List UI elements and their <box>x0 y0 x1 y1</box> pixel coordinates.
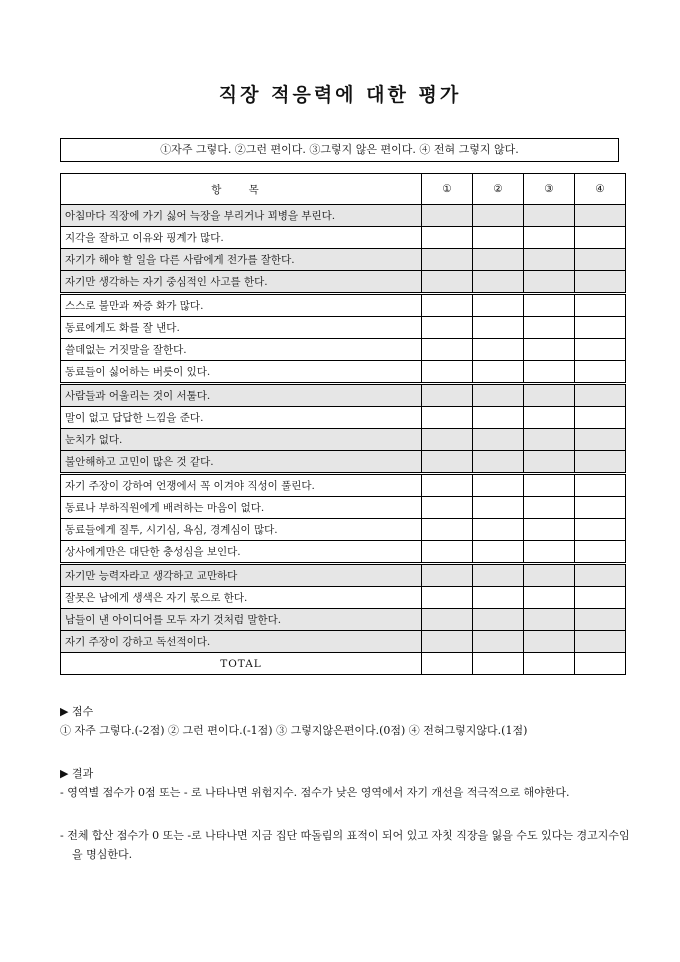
answer-cell-2[interactable] <box>473 407 524 429</box>
answer-cell-1[interactable] <box>422 205 473 227</box>
row-item-text: 쓸데없는 거짓말을 잘한다. <box>61 339 422 361</box>
answer-cell-4[interactable] <box>575 564 626 587</box>
answer-cell-1[interactable] <box>422 407 473 429</box>
answer-cell-1[interactable] <box>422 587 473 609</box>
header-item: 항 목 <box>61 174 422 205</box>
answer-cell-4[interactable] <box>575 519 626 541</box>
answer-cell-2[interactable] <box>473 451 524 474</box>
answer-cell-3[interactable] <box>524 249 575 271</box>
row-item-text: 자기 주장이 강하여 언쟁에서 꼭 이겨야 직성이 풀린다. <box>61 474 422 497</box>
answer-cell-2[interactable] <box>473 474 524 497</box>
answer-cell-3[interactable] <box>524 541 575 564</box>
answer-cell-2[interactable] <box>473 294 524 317</box>
page-title: 직장 적응력에 대한 평가 <box>218 84 462 106</box>
row-item-text: 아침마다 직장에 가기 싫어 늑장을 부리거나 꾀병을 부린다. <box>61 205 422 227</box>
row-item-text: 잘못은 남에게 생색은 자기 몫으로 한다. <box>61 587 422 609</box>
answer-cell-4[interactable] <box>575 451 626 474</box>
row-item-text: 불안해하고 고민이 많은 것 같다. <box>61 451 422 474</box>
answer-cell-3[interactable] <box>524 294 575 317</box>
answer-cell-1[interactable] <box>422 474 473 497</box>
row-item-text: 남들이 낸 아이디어를 모두 자기 것처럼 말한다. <box>61 609 422 631</box>
answer-cell-1[interactable] <box>422 631 473 653</box>
total-cell-3[interactable] <box>524 653 575 675</box>
row-item-text: 동료들에게 질투, 시기심, 욕심, 경계심이 많다. <box>61 519 422 541</box>
header-option-4: ④ <box>575 174 626 205</box>
table-row <box>61 564 626 587</box>
table-row <box>61 519 626 541</box>
table-row <box>61 271 626 294</box>
answer-cell-3[interactable] <box>524 451 575 474</box>
answer-cell-4[interactable] <box>575 497 626 519</box>
answer-cell-2[interactable] <box>473 249 524 271</box>
answer-cell-1[interactable] <box>422 227 473 249</box>
table-row <box>61 541 626 564</box>
answer-cell-4[interactable] <box>575 429 626 451</box>
answer-cell-1[interactable] <box>422 451 473 474</box>
answer-cell-3[interactable] <box>524 609 575 631</box>
answer-cell-2[interactable] <box>473 541 524 564</box>
answer-cell-3[interactable] <box>524 271 575 294</box>
result-item-2: - 전체 합산 점수가 0 또는 -로 나타나면 지금 집단 따돌림의 표적이 되어 있고 자칫 직장을 잃을 수도 있다는 경고지수임을 명심한다. <box>60 829 630 861</box>
total-cell-2[interactable] <box>473 653 524 675</box>
answer-cell-4[interactable] <box>575 361 626 384</box>
answer-cell-2[interactable] <box>473 317 524 339</box>
answer-cell-4[interactable] <box>575 271 626 294</box>
answer-cell-1[interactable] <box>422 317 473 339</box>
answer-cell-4[interactable] <box>575 541 626 564</box>
answer-cell-4[interactable] <box>575 227 626 249</box>
table-row <box>61 407 626 429</box>
table-row <box>61 339 626 361</box>
row-item-text: 자기만 생각하는 자기 중심적인 사고를 한다. <box>61 271 422 294</box>
table-row <box>61 205 626 227</box>
row-item-text: 스스로 불만과 짜증 화가 많다. <box>61 294 422 317</box>
total-cell-4[interactable] <box>575 653 626 675</box>
result-item-1: - 영역별 점수가 0점 또는 - 로 나타나면 위험지수. 점수가 낮은 영역에서 자기 개선을 적극적으로 해야한다. <box>60 786 570 799</box>
answer-cell-4[interactable] <box>575 294 626 317</box>
answer-cell-1[interactable] <box>422 384 473 407</box>
answer-cell-3[interactable] <box>524 227 575 249</box>
answer-cell-3[interactable] <box>524 631 575 653</box>
table-row <box>61 361 626 384</box>
row-item-text: 자기 주장이 강하고 독선적이다. <box>61 631 422 653</box>
score-text: ① 자주 그렇다.(-2점) ② 그런 편이다.(-1점) ③ 그렇지않은편이다.(0점) ④ 전혀그렇지않다.(1점) <box>60 724 528 737</box>
answer-cell-2[interactable] <box>473 361 524 384</box>
answer-cell-2[interactable] <box>473 384 524 407</box>
answer-cell-2[interactable] <box>473 205 524 227</box>
total-label: TOTAL <box>61 653 422 675</box>
table-row <box>61 317 626 339</box>
answer-cell-3[interactable] <box>524 429 575 451</box>
row-item-text: 지각을 잘하고 이유와 핑계가 많다. <box>61 227 422 249</box>
table-header-row <box>61 174 626 205</box>
row-item-text: 상사에게만은 대단한 충성심을 보인다. <box>61 541 422 564</box>
answer-cell-2[interactable] <box>473 609 524 631</box>
table-row <box>61 474 626 497</box>
answer-cell-3[interactable] <box>524 497 575 519</box>
table-row <box>61 451 626 474</box>
answer-cell-4[interactable] <box>575 317 626 339</box>
row-item-text: 눈치가 없다. <box>61 429 422 451</box>
answer-cell-2[interactable] <box>473 564 524 587</box>
answer-cell-4[interactable] <box>575 384 626 407</box>
answer-cell-4[interactable] <box>575 631 626 653</box>
answer-cell-3[interactable] <box>524 519 575 541</box>
table-row <box>61 294 626 317</box>
header-option-3: ③ <box>524 174 575 205</box>
table-row <box>61 249 626 271</box>
score-title: ▶ 점수 <box>60 705 94 718</box>
answer-cell-4[interactable] <box>575 205 626 227</box>
answer-cell-3[interactable] <box>524 205 575 227</box>
answer-cell-2[interactable] <box>473 497 524 519</box>
header-option-1: ① <box>422 174 473 205</box>
row-item-text: 동료나 부하직원에게 배려하는 마음이 없다. <box>61 497 422 519</box>
answer-cell-1[interactable] <box>422 294 473 317</box>
row-item-text: 사람들과 어울리는 것이 서툴다. <box>61 384 422 407</box>
table-row <box>61 497 626 519</box>
answer-cell-4[interactable] <box>575 474 626 497</box>
answer-cell-1[interactable] <box>422 564 473 587</box>
result-title: ▶ 결과 <box>60 767 94 780</box>
answer-cell-3[interactable] <box>524 564 575 587</box>
header-option-2: ② <box>473 174 524 205</box>
row-item-text: 말이 없고 답답한 느낌을 준다. <box>61 407 422 429</box>
answer-cell-3[interactable] <box>524 339 575 361</box>
answer-cell-3[interactable] <box>524 384 575 407</box>
answer-cell-3[interactable] <box>524 407 575 429</box>
answer-cell-2[interactable] <box>473 339 524 361</box>
answer-cell-2[interactable] <box>473 429 524 451</box>
row-item-text: 자기가 해야 할 일을 다른 사람에게 전가를 잘한다. <box>61 249 422 271</box>
row-item-text: 자기만 능력자라고 생각하고 교만하다 <box>61 564 422 587</box>
table-row <box>61 227 626 249</box>
answer-cell-2[interactable] <box>473 519 524 541</box>
answer-cell-1[interactable] <box>422 541 473 564</box>
table-row <box>61 587 626 609</box>
table-row <box>61 609 626 631</box>
answer-cell-1[interactable] <box>422 271 473 294</box>
answer-cell-1[interactable] <box>422 361 473 384</box>
answer-cell-3[interactable] <box>524 361 575 384</box>
answer-cell-2[interactable] <box>473 587 524 609</box>
evaluation-table <box>60 173 626 675</box>
answer-cell-1[interactable] <box>422 339 473 361</box>
answer-cell-3[interactable] <box>524 587 575 609</box>
table-row <box>61 384 626 407</box>
answer-cell-1[interactable] <box>422 497 473 519</box>
table-row <box>61 429 626 451</box>
answer-cell-2[interactable] <box>473 271 524 294</box>
answer-cell-4[interactable] <box>575 339 626 361</box>
row-item-text: 동료에게도 화를 잘 낸다. <box>61 317 422 339</box>
answer-cell-1[interactable] <box>422 519 473 541</box>
answer-cell-4[interactable] <box>575 587 626 609</box>
answer-cell-1[interactable] <box>422 249 473 271</box>
answer-cell-3[interactable] <box>524 317 575 339</box>
answer-cell-4[interactable] <box>575 609 626 631</box>
answer-cell-4[interactable] <box>575 407 626 429</box>
answer-legend: ①자주 그렇다. ②그런 편이다. ③그렇지 않은 편이다. ④ 전혀 그렇지 않다. <box>60 138 619 162</box>
answer-cell-4[interactable] <box>575 249 626 271</box>
answer-cell-2[interactable] <box>473 227 524 249</box>
answer-cell-1[interactable] <box>422 609 473 631</box>
total-row <box>61 653 626 675</box>
total-cell-1[interactable] <box>422 653 473 675</box>
answer-cell-2[interactable] <box>473 631 524 653</box>
answer-cell-1[interactable] <box>422 429 473 451</box>
row-item-text: 동료들이 싫어하는 버릇이 있다. <box>61 361 422 384</box>
answer-cell-3[interactable] <box>524 474 575 497</box>
table-row <box>61 631 626 653</box>
